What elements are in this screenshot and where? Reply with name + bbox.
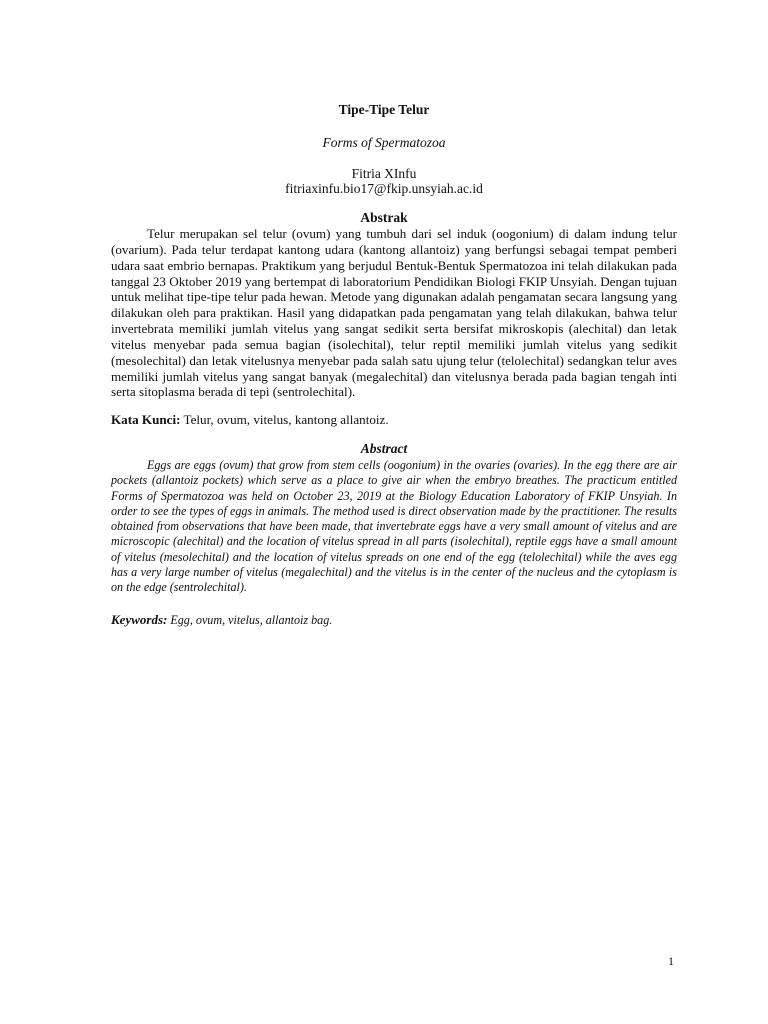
keywords-line xyxy=(111,612,677,628)
paper-subtitle: Forms of Spermatozoa xyxy=(322,135,446,150)
paper-title: Tipe-Tipe Telur xyxy=(338,102,430,117)
kata-kunci-values: Telur, ovum, vitelus, kantong allantoiz. xyxy=(180,412,389,427)
abstract-heading: Abstract xyxy=(360,441,408,456)
keywords-label: Keywords: xyxy=(111,612,168,627)
abstrak-body xyxy=(111,226,677,400)
abstract-text: Eggs are eggs (ovum) that grow from stem cells (oogonium) in the ovaries (ovaries). In the egg there are air pockets (allantoiz pockets) which serve as a place to give air when the embryo breathes. The practicum entitled Forms of Spermatozoa was held on October 23, 2019 at the Biology Education Laboratory of FKIP Unsyiah. In order to see the types of eggs in animals. The method used is direct observation made by the practitioner. The results obtained from observations that have been made, that invertebrate eggs have a very small amount of vitelus and are microscopic (alechital) and the location of vitelus spread in all parts (isolechital), reptile eggs have a small amount of vitelus (mesolechital) and the location of vitelus spreads on one end of the egg (telolechital) while the aves egg has a very large number of vitelus (megalechital) and the vitelus is in the center of the nucleus and the cytoplasm is on the edge (sentrolechital). xyxy=(111,458,677,595)
author-email: fitriaxinfu.bio17@fkip.unsyiah.ac.id xyxy=(285,181,483,196)
kata-kunci-label: Kata Kunci: xyxy=(111,412,181,427)
abstrak-text: Telur merupakan sel telur (ovum) yang tumbuh dari sel induk (oogonium) di dalam indung telur (ovarium). Pada telur terdapat kantong udara (kantong allantoiz) yang berfungsi sebagai tempat pemberi udara saat embrio bernapas. Praktikum yang berjudul Bentuk-Bentuk Spermatozoa ini telah dilakukan pada tanggal 23 Oktober 2019 yang bertempat di laboratorium Pendidikan Biologi FKIP Unsyiah. Dengan tujuan untuk melihat tipe-tipe telur pada hewan. Metode yang digunakan adalah pengamatan secara langsung yang dilakukan oleh para praktikan. Hasil yang didapatkan pada pengamatan yang telah dilakukan, bahwa telur invertebrata memiliki jumlah vitelus yang sangat sedikit serta bersifat mikroskopis (alechital) dan letak vitelus menyebar pada semua bagian (isolechital), telur reptil memiliki jumlah vitelus yang sedikit (mesolechital) dan letak vitelusnya menyebar pada salah satu ujung telur (telolechital) sedangkan telur aves memiliki jumlah vitelus yang sangat banyak (megalechital) dan vitelusnya berada pada bagian tengah inti serta sitoplasma berada di tepi (sentrolechital). xyxy=(111,226,677,400)
abstract-body xyxy=(111,458,677,596)
keywords-values: Egg, ovum, vitelus, allantoiz bag. xyxy=(167,613,333,627)
abstrak-heading: Abstrak xyxy=(360,210,408,225)
author-name: Fitria XInfu xyxy=(351,166,417,181)
kata-kunci-line xyxy=(111,412,677,428)
page-number: 1 xyxy=(668,954,674,968)
